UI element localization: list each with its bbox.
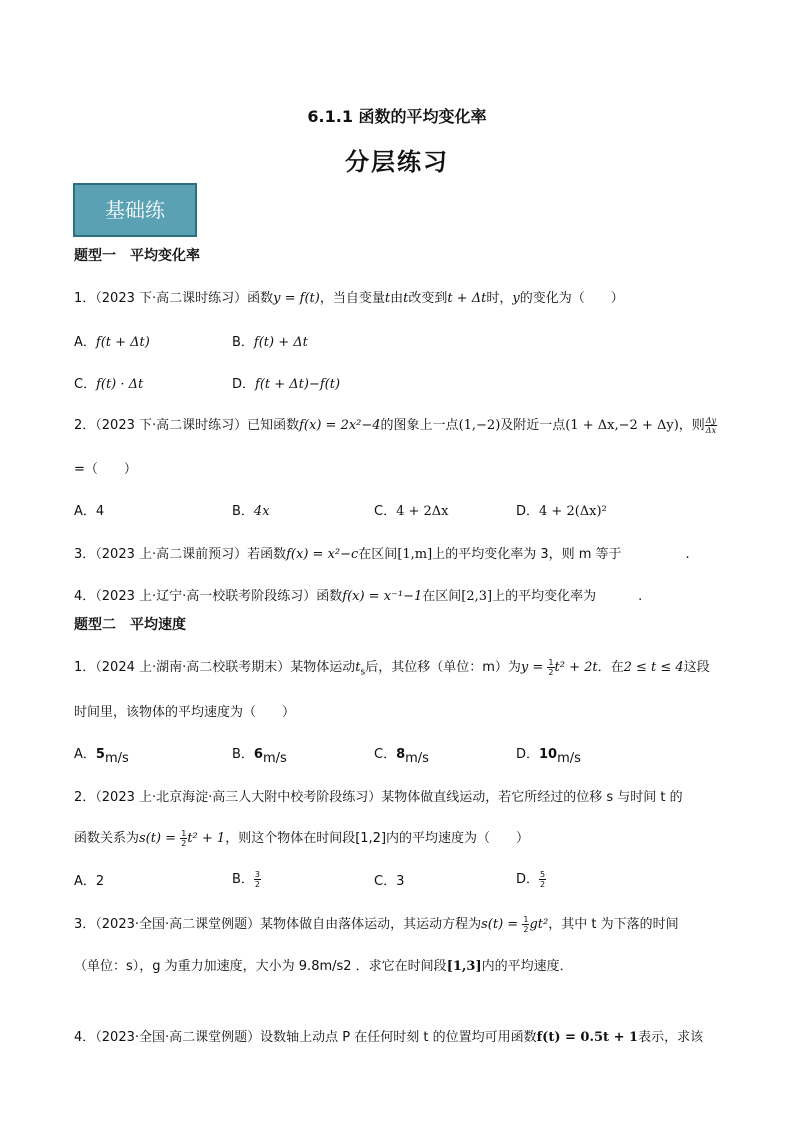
s2-q2-option-b: B． $\frac{3}{2}$	[232, 870, 261, 889]
level-badge: 基础练	[73, 183, 197, 237]
s2-q2-option-c: C．3	[374, 874, 405, 889]
section-title: 6.1.1 函数的平均变化率	[307, 107, 487, 126]
s2-q2-stem-line2: 函数关系为s(t) = $\frac{1}{2}$ t² + 1，则这个物体在时间段[1,2]内的平均速度为（ ）	[74, 829, 530, 848]
s2-q2-stem: 2．（2023 上·北京海淀·高三人大附中校考阶段练习）某物体做直线运动，若它所经过的位移 s 与时间 t 的	[74, 790, 683, 805]
s1-q2-stem-line2: =（ ）	[74, 462, 137, 477]
s2-q3-stem: 3．（2023·全国·高二课堂例题）某物体做自由落体运动，其运动方程为s(t) = $\frac{1}{2}$ gt²，其中 t 为下落的时间	[74, 915, 679, 934]
s2-q1-option-a: A．5m/s	[74, 747, 129, 766]
page-subtitle: 分层练习	[345, 148, 449, 176]
s1-q1-option-c: C．f(t) · Δt	[74, 377, 144, 392]
s2-q4-stem: 4．（2023·全国·高二课堂例题）设数轴上动点 P 在任何时刻 t 的位置均可用函数f(t) = 0.5t + 1表示，求该	[74, 1030, 704, 1045]
s2-q3-stem-line2: （单位：s），g 为重力加速度，大小为 9.8m/s2 ．求它在时间段[1,3]内的平均速度．	[74, 959, 573, 974]
fraction: $\frac{1}{2}$	[523, 915, 529, 934]
s1-q1-stem: 1．（2023 下·高二课时练习）函数y = f(t)，当自变量t由t改变到t + Δt时，y的变化为（ ）	[74, 291, 624, 306]
s1-q4-stem: 4．（2023 上·辽宁·高一校联考阶段练习）函数f(x) = x⁻¹−1在区间[2,3]上的平均变化率为 .	[74, 589, 643, 604]
s1-q3-stem: 3．（2023 上·高二课前预习）若函数f(x) = x²−c在区间[1,m]上的平均变化率为 3，则 m 等于 .	[74, 547, 690, 562]
s2-q1-option-c: C．8m/s	[374, 747, 429, 766]
section1-heading: 题型一 平均变化率	[74, 248, 200, 264]
s2-q2-option-d: D． $\frac{5}{2}$	[516, 870, 546, 889]
s1-q1-option-a: A．f(t + Δt)	[74, 335, 150, 350]
s1-q2-stem: 2．（2023 下·高二课时练习）已知函数f(x) = 2x²−4的图象上一点(1,−2)及附近一点(1 + Δx,−2 + Δy)，则 $\frac{\Delta y}{\Delta x}$	[74, 416, 717, 435]
s2-q2-option-a: A．2	[74, 874, 105, 889]
s1-q2-option-c: C．4 + 2Δx	[374, 504, 449, 519]
s1-q1-option-b: B．f(t) + Δt	[232, 335, 308, 350]
s2-q1-stem: 1．（2024 上·湖南·高二校联考期末）某物体运动$t_s$后，其位移（单位：m）为y = $\frac{1}{2}$ t² + 2t．在2 ≤ t ≤ 4这段	[74, 658, 710, 678]
s1-q2-option-b: B．4x	[232, 504, 270, 519]
s1-q2-option-d: D．4 + 2(Δx)²	[516, 504, 607, 519]
s2-q1-option-d: D．10m/s	[516, 747, 581, 766]
s1-q1-option-d: D．f(t + Δt)−f(t)	[232, 377, 341, 392]
fraction: $\frac{1}{2}$	[548, 658, 554, 677]
s2-q1-stem-line2: 时间里，该物体的平均速度为（ ）	[74, 705, 296, 720]
s1-q2-option-a: A．4	[74, 504, 105, 519]
fraction: $\frac{1}{2}$	[181, 829, 187, 848]
fraction: $\frac{\Delta y}{\Delta x}$	[705, 416, 717, 435]
section2-heading: 题型二 平均速度	[74, 617, 186, 633]
s2-q1-option-b: B．6m/s	[232, 747, 287, 766]
